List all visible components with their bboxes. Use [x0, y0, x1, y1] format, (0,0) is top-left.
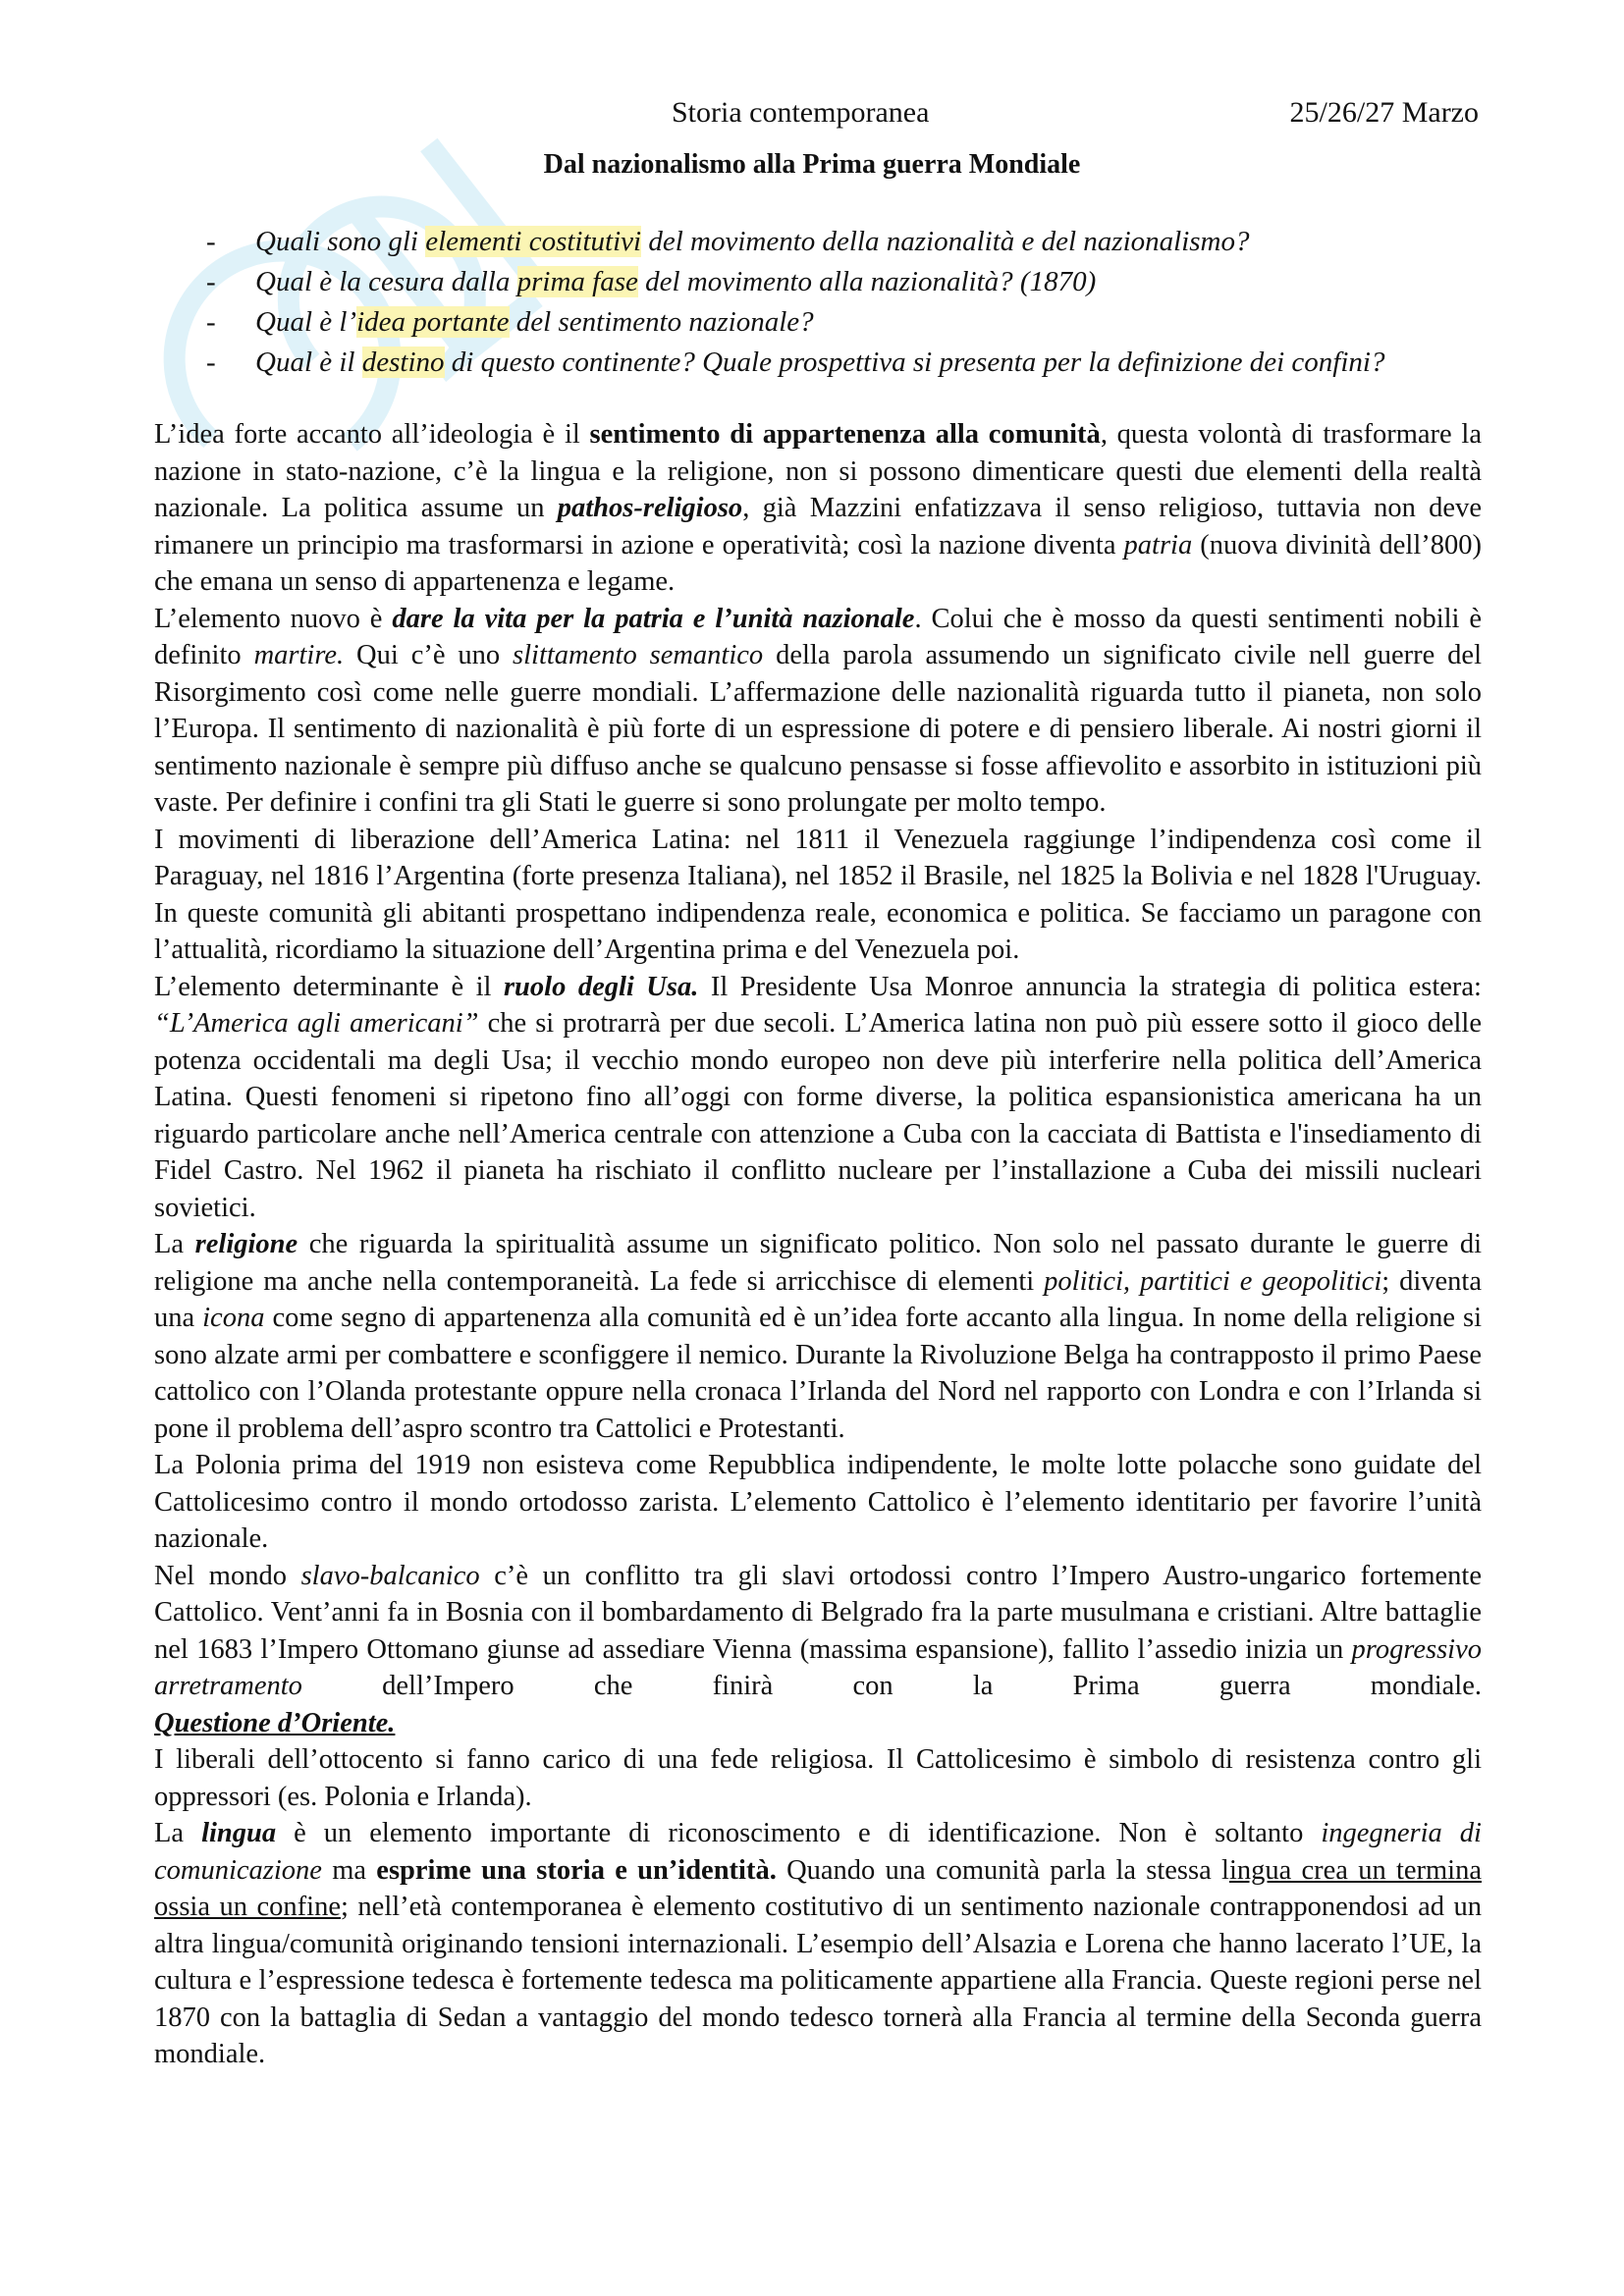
paragraph-martyr: L’elemento nuovo è dare la vita per la patria e l’unità nazionale. Colui che è mosso da questi sentimenti nobili è definito martire. Qui c’è uno slittamento semantico della parola assumendo un significato civile nell guerre del Risorgimento così come nelle guerre mondiali. L’affermazione delle nazionalità riguarda tutto il pianeta, non solo l’Europa. Il sentimento di nazionalità è più forte di un espressione di potere e di pensiero liberale. Ai nostri giorni il sentimento nazionale è sempre più diffuso anche se qualcuno pensasse si fosse affievolito e assorbito in istituzioni più vaste. Per definire i confini tra gli Stati le guerre si sono prolungate per molto tempo. — [154, 603, 1483, 818]
question-item: - Qual è il destino di questo continente? Quale prospettiva si presenta per la definizione dei confini? — [206, 343, 1483, 383]
paragraph-language: La lingua è un elemento importante di riconoscimento e di identificazione. Non è soltanto ingegneria di comunicazione ma esprime una storia e un’identità. Quando una comunità parla la stessa lingua crea un termina ossia un confine; nell’età contemporanea è elemento costitutivo di un sentimento nazionale contrapponendosi ad un altra lingua/comunità originando tensioni internazionali. L’esempio dell’Alsazia e Lorena che hanno lacerato l’UE, la cultura e l’espressione tedesca è fortemente tedesca ma politicamente appartiene alla Francia. Queste regioni perse nel 1870 con la battaglia di Sedan a vantaggio del mondo tedesco tornerà alla Francia al termine della Seconda guerra mondiale. — [154, 1818, 1482, 2069]
body-text — [154, 416, 1482, 2073]
paragraph-usa: L’elemento determinante è il ruolo degli Usa. Il Presidente Usa Monroe annuncia la strategia di politica estera: “L’America agli americani” che si protrarrà per due secoli. L’America latina non può più essere sotto il gioco delle potenza occidentali ma degli Usa; il vecchio mondo europeo non deve più interferire nella politica dell’America Latina. Questi fenomeni si ripetono fino all’oggi con forme diverse, la politica espansionistica americana ha un riguardo particolare anche nell’America centrale con attenzione a Cuba con la cacciata di Battista e l'insediamento di Fidel Castro. Nel 1962 il pianeta ha rischiato il conflitto nucleare per l’installazione a Cuba dei missili nucleari sovietici. — [154, 971, 1482, 1223]
paragraph-religion: La religione che riguarda la spiritualità assume un significato politico. Non solo nel passato durante le guerre di religione ma anche nella contemporaneità. La fede si arricchisce di elementi politici, partitici e geopolitici; diventa una icona come segno di appartenenza alla comunità ed è un’idea forte accanto alla lingua. In nome della religione si sono alzate armi per combattere e sconfiggere il nemico. Durante la Rivoluzione Belga ha contrapposto il primo Paese cattolico con l’Olanda protestante oppure nella cronaca l’Irlanda del Nord nel rapporto con Londra e con l’Irlanda si pone il problema dell’aspro scontro tra Cattolici e Protestanti. — [154, 1229, 1482, 1444]
header-date: 25/26/27 Marzo — [1289, 96, 1479, 129]
header-subject: Storia contemporanea — [672, 96, 930, 129]
document-title: Dal nazionalismo alla Prima guerra Mondiale — [543, 149, 1081, 180]
question-item: - Quali sono gli elementi costitutivi del movimento della nazionalità e del nazionalismo? — [206, 222, 1483, 262]
question-item: - Qual è l’idea portante del sentimento nazionale? — [206, 302, 1483, 343]
paragraph-balkans: Nel mondo slavo-balcanico c’è un conflitto tra gli slavi ortodossi contro l’Impero Austro-ungarico fortemente Cattolico. Vent’anni fa in Bosnia con il bombardamento di Belgrado fra la parte musulmana e cristiani. Altre battaglie nel 1683 l’Impero Ottomano giunse ad assediare Vienna (massima espansione), fallito l’assedio inizia un progressivo arretramento dell’Impero che finirà con la Prima guerra mondiale. — [154, 1560, 1482, 1701]
paragraph-liberals: I liberali dell’ottocento si fanno carico di una fede religiosa. Il Cattolicesimo è simbolo di resistenza contro gli oppressori (es. Polonia e Irlanda). — [154, 1744, 1482, 1812]
paragraph-identity: L’idea forte accanto all’ideologia è il sentimento di appartenenza alla comunità, questa volontà di trasformare la nazione in stato-nazione, c’è la lingua e la religione, non si possono dimenticare questi due elementi della realtà nazionale. La politica assume un pathos-religioso, già Mazzini enfatizzava il senso religioso, tuttavia non deve rimanere un principio ma trasformarsi in azione e operatività; così la nazione diventa patria (nuova divinità dell’800) che emana un senso di appartenenza e legame. — [154, 419, 1483, 597]
paragraph-eastern-question: Questione d’Oriente. — [154, 1707, 396, 1738]
question-item: - Qual è la cesura dalla prima fase del movimento alla nazionalità? (1870) — [206, 262, 1483, 302]
paragraph-latin-america: I movimenti di liberazione dell’America Latina: nel 1811 il Venezuela raggiunge l’indipendenza così come il Paraguay, nel 1816 l’Argentina (forte presenza Italiana), nel 1852 il Brasile, nel 1825 la Bolivia e nel 1828 l'Uruguay. In queste comunità gli abitanti prospettano indipendenza reale, economica e politica. Se facciamo un paragone con l’attualità, ricordiamo la situazione dell’Argentina prima e del Venezuela poi. — [154, 824, 1482, 965]
question-list — [206, 222, 1483, 383]
paragraph-poland: La Polonia prima del 1919 non esisteva come Repubblica indipendente, le molte lotte polacche sono guidate del Cattolicesimo contro il mondo ortodosso zarista. L’elemento Cattolico è l’elemento identitario per favorire l’unità nazionale. — [154, 1450, 1482, 1554]
